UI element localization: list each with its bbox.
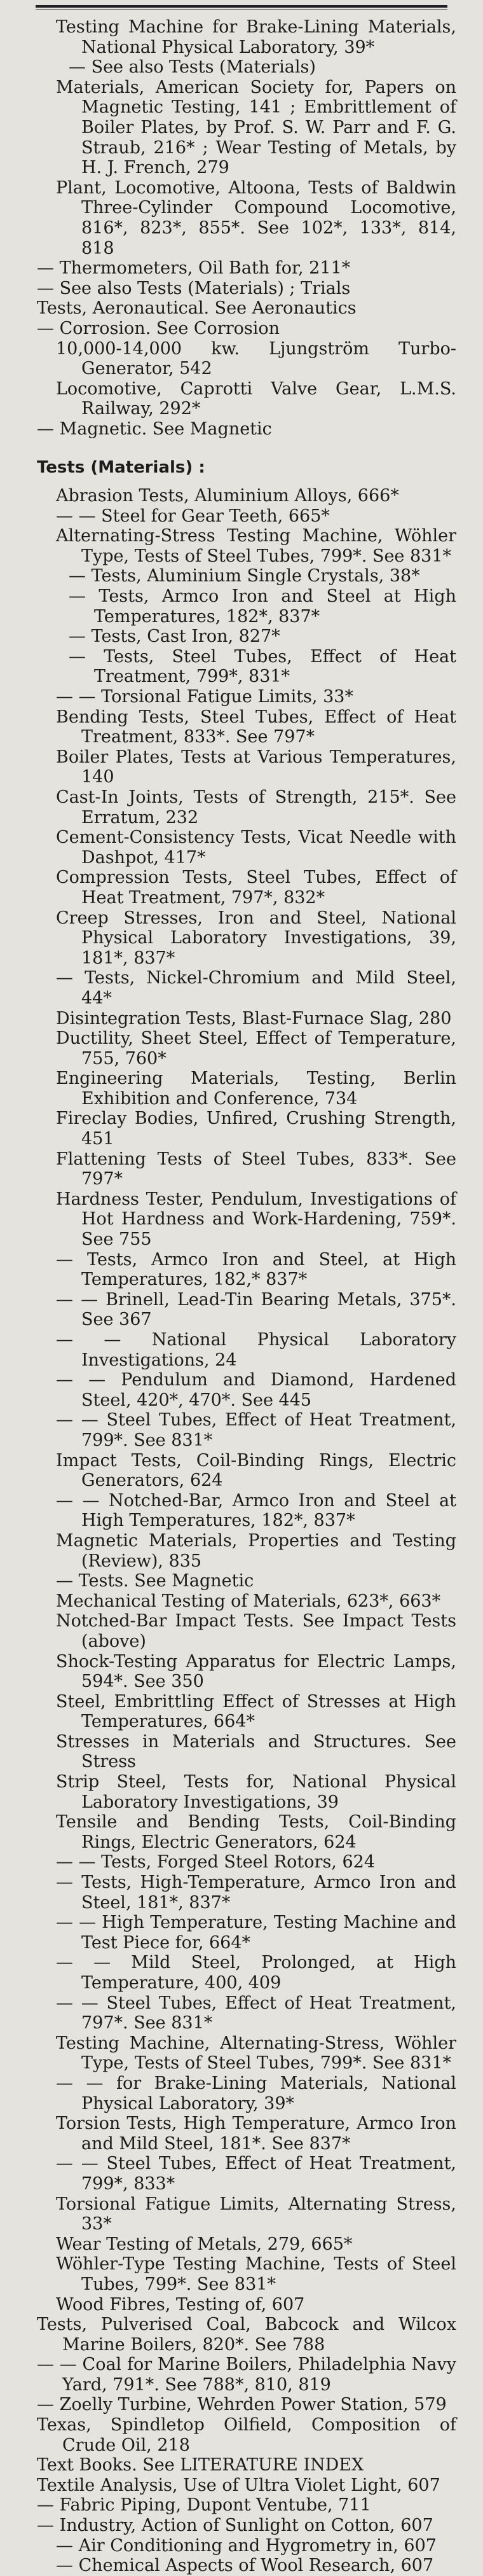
index-entry: — Tests, Aluminium Single Crystals, 38* [69, 566, 420, 586]
index-entry: Tests, Aeronautical. See Aeronautics [37, 298, 357, 319]
index-entry: Wöhler-Type Testing Machine, Tests of Steel Tubes, 799*. See 831* [56, 2254, 456, 2294]
index-entry: Texas, Spindletop Oilfield, Composition of Crude Oil, 218 [37, 2415, 456, 2455]
index-entry: — — High Temperature, Testing Machine and Test Piece for, 664* [56, 1913, 456, 1953]
index-entry: — Thermometers, Oil Bath for, 211* [37, 258, 351, 279]
index-entry: — — for Brake-Lining Materials, National Physical Laboratory, 39* [56, 2073, 456, 2114]
index-entry: Engineering Materials, Testing, Berlin Exhibition and Conference, 734 [56, 1069, 456, 1109]
index-entry: — — Notched-Bar, Armco Iron and Steel at High Temperatures, 182*, 837* [56, 1490, 456, 1531]
index-entry: Bending Tests, Steel Tubes, Effect of Heat Treatment, 833*. See 797* [56, 707, 456, 747]
index-entry: — Air Conditioning and Hygrometry in, 607 [56, 2535, 437, 2556]
index-entry: Testing Machine for Brake-Lining Materials, National Physical Laboratory, 39* [56, 17, 456, 57]
index-entry: Plant, Locomotive, Altoona, Tests of Baldwin Three-Cylinder Compound Locomotive, 816*, 823*, 855*. See 102*, 133*, 814, 818 [56, 177, 456, 258]
index-entry: — Tests, Cast Iron, 827* [69, 627, 280, 647]
index-entry: Locomotive, Caprotti Valve Gear, L.M.S. Railway, 292* [56, 378, 456, 419]
index-entry: — Tests, Armco Iron and Steel, at High Temperatures, 182,* 837* [56, 1249, 456, 1290]
index-entry: — — Brinell, Lead-Tin Bearing Metals, 375*. See 367 [56, 1289, 456, 1330]
index-entry: Cement-Consistency Tests, Vicat Needle with Dashpot, 417* [56, 828, 456, 868]
index-entry: Boiler Plates, Tests at Various Temperatures, 140 [56, 747, 456, 787]
index-entry: Text Books. See LITERATURE INDEX [37, 2455, 364, 2476]
section-heading: Tests (Materials) : [37, 458, 205, 478]
index-entry: — Chemical Aspects of Wool Research, 607 [56, 2556, 434, 2576]
index-entry: 10,000-14,000 kw. Ljungström Turbo-Generator, 542 [56, 338, 456, 379]
index-entry: Compression Tests, Steel Tubes, Effect of Heat Treatment, 797*, 832* [56, 868, 456, 908]
index-entry: — See also Tests (Materials) ; Trials [37, 278, 351, 298]
index-entry: — See also Tests (Materials) [69, 57, 316, 78]
top-rule [36, 5, 447, 8]
index-entry: Strip Steel, Tests for, National Physical Laboratory Investigations, 39 [56, 1772, 456, 1812]
index-column [37, 17, 456, 2576]
index-entry: Textile Analysis, Use of Ultra Violet Light, 607 [37, 2475, 440, 2495]
index-entry: — Tests, Armco Iron and Steel at High Temperatures, 182*, 837* [69, 586, 456, 627]
index-entry: Cast-In Joints, Tests of Strength, 215*. See Erratum, 232 [56, 787, 456, 828]
index-entry: Steel, Embrittling Effect of Stresses at High Temperatures, 664* [56, 1691, 456, 1732]
index-entry: — Zoelly Turbine, Wehrden Power Station, 579 [37, 2395, 447, 2415]
index-entry: Torsional Fatigue Limits, Alternating Stress, 33* [56, 2194, 456, 2234]
index-entry: — — Mild Steel, Prolonged, at High Temperature, 400, 409 [56, 1953, 456, 1993]
index-entry: — — Steel Tubes, Effect of Heat Treatment, 797*. See 831* [56, 1993, 456, 2033]
index-entry: — Corrosion. See Corrosion [37, 318, 280, 338]
index-entry: Stresses in Materials and Structures. See Stress [56, 1731, 456, 1772]
index-entry: — — Steel Tubes, Effect of Heat Treatment, 799*. See 831* [56, 1410, 456, 1450]
index-entry: — Tests, High-Temperature, Armco Iron and Steel, 181*, 837* [56, 1873, 456, 1913]
index-entry: — — Tests, Forged Steel Rotors, 624 [56, 1852, 376, 1873]
index-entry: — — Torsional Fatigue Limits, 33* [56, 687, 353, 707]
index-entry: Magnetic Materials, Properties and Testing (Review), 835 [56, 1530, 456, 1571]
index-entry: Wood Fibres, Testing of, 607 [56, 2294, 305, 2315]
index-entry: Impact Tests, Coil-Binding Rings, Electric Generators, 624 [56, 1450, 456, 1491]
index-entry: Shock-Testing Apparatus for Electric Lamps, 594*. See 350 [56, 1651, 456, 1692]
index-entry: — Tests. See Magnetic [56, 1571, 254, 1591]
index-entry: Notched-Bar Impact Tests. See Impact Tests (above) [56, 1611, 456, 1651]
index-entry: — — Pendulum and Diamond, Hardened Steel, 420*, 470*. See 445 [56, 1370, 456, 1410]
post-entries [37, 2315, 456, 2576]
index-entry: — — Coal for Marine Boilers, Philadelphia Navy Yard, 791*. See 788*, 810, 819 [37, 2355, 456, 2395]
index-entry: — Tests, Nickel-Chromium and Mild Steel, 44* [56, 968, 456, 1008]
index-entry: — — Steel Tubes, Effect of Heat Treatment, 799*, 833* [56, 2154, 456, 2194]
index-entry: Ductility, Sheet Steel, Effect of Temperature, 755, 760* [56, 1028, 456, 1069]
tests-materials-entries [37, 486, 456, 2315]
index-entry: — Fabric Piping, Dupont Ventube, 711 [37, 2495, 371, 2516]
index-entry: Creep Stresses, Iron and Steel, National Physical Laboratory Investigations, 39, 181*, 837* [56, 908, 456, 968]
index-entry: Disintegration Tests, Blast-Furnace Slag, 280 [56, 1008, 452, 1028]
index-entry: Alternating-Stress Testing Machine, Wöhler Type, Tests of Steel Tubes, 799*. See 831* [56, 526, 456, 566]
index-entry: Tensile and Bending Tests, Coil-Binding Rings, Electric Generators, 624 [56, 1812, 456, 1852]
index-entry: Materials, American Society for, Papers on Magnetic Testing, 141 ; Embrittlement of Boiler Plates, by Prof. S. W. Parr and F. G. Straub, 216* ; Wear Testing of Metals, by H. J. French, 279 [56, 77, 456, 178]
index-entry: — Industry, Action of Sunlight on Cotton, 607 [37, 2516, 433, 2536]
index-entry: — — Steel for Gear Teeth, 665* [56, 506, 330, 526]
index-entry: Fireclay Bodies, Unfired, Crushing Strength, 451 [56, 1109, 456, 1149]
index-entry: Torsion Tests, High Temperature, Armco Iron and Mild Steel, 181*. See 837* [56, 2114, 456, 2154]
index-entry: Hardness Tester, Pendulum, Investigations of Hot Hardness and Work-Hardening, 759*. See 755 [56, 1189, 456, 1250]
index-entry: Testing Machine, Alternating-Stress, Wöhler Type, Tests of Steel Tubes, 799*. See 831* [56, 2033, 456, 2074]
index-entry: — Magnetic. See Magnetic [37, 419, 272, 439]
index-entry: Mechanical Testing of Materials, 623*, 663* [56, 1591, 441, 1611]
pre-entries [37, 17, 456, 439]
index-entry: Abrasion Tests, Aluminium Alloys, 666* [56, 486, 399, 506]
index-entry: — Tests, Steel Tubes, Effect of Heat Treatment, 799*, 831* [69, 646, 456, 687]
index-entry: Flattening Tests of Steel Tubes, 833*. See 797* [56, 1149, 456, 1189]
index-entry: Tests, Pulverised Coal, Babcock and Wilcox Marine Boilers, 820*. See 788 [37, 2315, 456, 2355]
index-entry: Wear Testing of Metals, 279, 665* [56, 2234, 353, 2254]
index-entry: — — National Physical Laboratory Investigations, 24 [56, 1330, 456, 1370]
